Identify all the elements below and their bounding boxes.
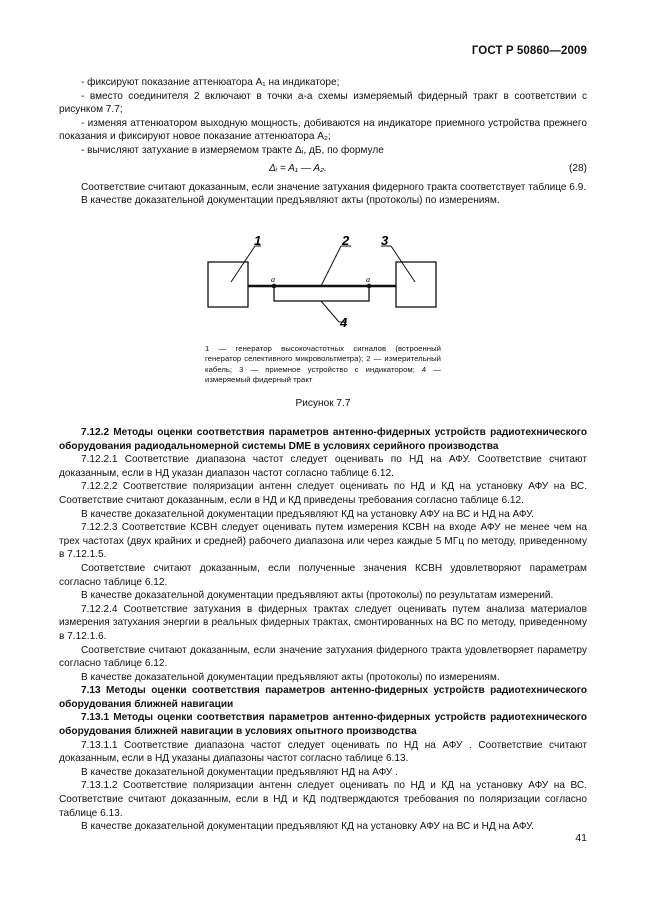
document-header: ГОСТ Р 50860—2009 <box>471 45 587 57</box>
paragraph: В качестве доказательной документации предъявляют КД на установку АФУ на ВС и НД на АФУ. <box>81 508 534 520</box>
formula: Δᵢ = A₁ — A₂. <box>269 162 327 174</box>
paragraph: Соответствие считают доказанным, если значение затухания фидерного тракта соответствует таблице 6.9. <box>81 181 587 193</box>
paragraph: В качестве доказательной документации предъявляют НД на АФУ . <box>81 766 398 778</box>
figure-title: Рисунок 7.7 <box>295 398 351 409</box>
paragraph: - фиксируют показание аттенюатора A₁ на индикаторе; <box>81 77 340 88</box>
paragraph: - вычисляют затухание в измеряемом тракте Δᵢ, дБ, по формуле <box>81 144 384 156</box>
paragraph: 7.12.2.4 Соответствие затухания в фидерных трактах следует оценивать путем анализа материалов измерения затухания энергии в реальных фидерных трактах, смонтированных на ВС по методу, приведенному в 7.12.1.6. <box>59 603 587 642</box>
receiver-box <box>396 262 436 307</box>
leader-line-3 <box>391 246 415 282</box>
paragraph: - изменяя аттенюатором выходную мощность, добиваются на индикаторе приемного устройства прежнего показания и фиксируют новое показание аттенюатора A₂; <box>59 117 587 143</box>
section-heading: 7.12.2 Методы оценки соответствия параметров антенно-фидерных устройств радиотехнического оборудования радиодальномерной системы DME в условиях серийного производства <box>59 427 587 452</box>
paragraph: В качестве доказательной документации предъявляют КД на установку АФУ на ВС и НД на АФУ. <box>81 821 534 833</box>
paragraph: Соответствие считают доказанным, если полученные значения КСВН удовлетворяют параметрам согласно таблице 6.12. <box>59 562 587 588</box>
paragraph: 7.12.2.1 Соответствие диапазона частот следует оценивать по НД на АФУ. Соответствие считают доказанным, если в НД указан диапазон частот согласно таблице 6.12. <box>59 454 587 479</box>
label-1: 1 <box>254 233 262 248</box>
leader-line-1 <box>231 246 255 282</box>
generator-box <box>208 262 248 307</box>
label-4: 4 <box>340 315 348 330</box>
point-a-right <box>367 284 372 289</box>
formula-number: (28) <box>569 162 587 174</box>
paragraph: В качестве доказательной документации предъявляют акты (протоколы) по измерениям. <box>81 671 500 683</box>
paragraph: 7.12.2.2 Соответствие поляризации антенн следует оценивать по НД и КД на установку АФУ на ВС. Соответствие считают доказанным, если в НД и КД приведены требования согласно таблице 6.12. <box>59 481 587 506</box>
leader-line-2 <box>321 246 341 286</box>
paragraph: 7.13.1.2 Соответствие поляризации антенн следует оценивать по НД и КД на установку АФУ на ВС. Соответствие считают доказанным, если в НД и КД подтверждаются требования по поляризации согласно таблице 6.13. <box>59 780 587 819</box>
feeder-path <box>274 286 369 301</box>
subsection-heading: 7.13.1 Методы оценки соответствия параметров антенно-фидерных устройств радиотехнического оборудования ближней навигации в условиях опытного производства <box>59 712 587 738</box>
paragraph: 7.13.1.1 Соответствие диапазона частот следует оценивать по НД на АФУ . Соответствие считают доказанным, если в НД указаны диапазоны частот согласно таблице 6.13. <box>59 739 587 765</box>
measurement-scheme-diagram <box>205 232 441 332</box>
paragraph: В качестве доказательной документации предъявляют акты (протоколы) по результатам измерений. <box>81 590 554 602</box>
point-a-left <box>272 284 277 289</box>
figure-caption: 1 — генератор высокочастотных сигналов (встроенный генератор селективного микровольтметра); 2 — измерительный кабель; 3 — приемное устройство с индикатором; 4 — измеряемый фидерный тракт <box>205 344 441 385</box>
page-number: 41 <box>575 832 587 844</box>
label-3: 3 <box>381 233 389 248</box>
section-7-12-2 <box>59 426 587 834</box>
paragraph: В качестве доказательной документации предъявляют акты (протоколы) по измерениям. <box>81 195 500 207</box>
paragraph: - вместо соединителя 2 включают в точки a-a схемы измеряемый фидерный тракт в соответствии с рисунком 7.7; <box>59 90 587 116</box>
paragraph: Соответствие считают доказанным, если значение затухания фидерного тракта удовлетворяет параметру согласно таблице 6.12. <box>59 644 587 670</box>
section-heading: 7.13 Методы оценки соответствия параметров антенно-фидерных устройств радиотехнического оборудования ближней навигации <box>59 685 587 710</box>
top-text-block <box>59 76 587 208</box>
paragraph: 7.12.2.3 Соответствие КСВН следует оценивать путем измерения КСВН на входе АФУ не менее чем на трех частотах (двух крайних и средней) рабочего диапазона или через каждые 5 МГц по методу, приведенному в 7.12.1.5. <box>59 522 587 561</box>
point-a-right-label: a <box>366 275 370 284</box>
formula-row <box>59 161 587 177</box>
point-a-left-label: a <box>271 275 275 284</box>
leader-line-4 <box>321 301 339 322</box>
label-2: 2 <box>342 233 350 248</box>
